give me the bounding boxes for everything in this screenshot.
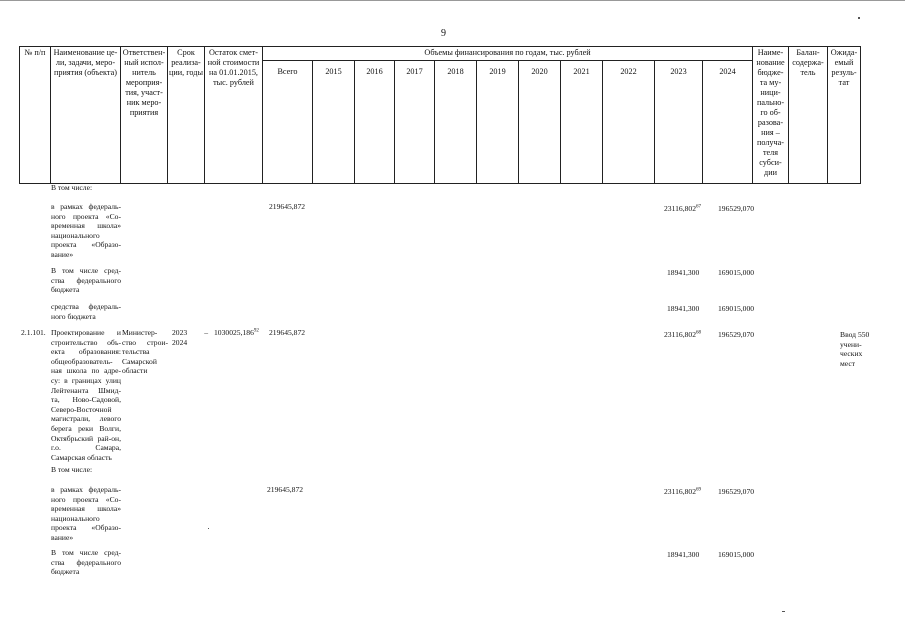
scan-speck — [208, 528, 209, 529]
value: 1030025,186 — [214, 328, 254, 337]
header-year: 2016 — [355, 61, 395, 184]
row-label: в рамках федераль-ного проекта «Со-временная школа» национального проекта «Образо-вание» — [51, 485, 121, 542]
row-label: В том числе: — [51, 465, 93, 474]
row-result: Ввод 550 учени-ческих мест — [840, 330, 870, 368]
value: 23116,802 — [664, 204, 696, 213]
header-year: 2018 — [435, 61, 477, 184]
row-value-2024: 169015,000 — [718, 550, 755, 559]
header-table — [19, 46, 861, 184]
row-total: 219645,872 — [269, 202, 306, 211]
header-year: 2019 — [477, 61, 519, 184]
row-label: В том числе: — [51, 183, 93, 192]
header-term: Срок реализа-ции, годы — [168, 47, 205, 184]
row-label: Проектирование и строительство объ-екта образования: общеобразователь-ная школа по адре-су: в границах улиц Лейтенанта Шмид-та, Ново-Садовой, Северо-Восточной магистрали, левого берега реки Волги, Октябрьский рай-он, г.о. Самара, Самарская область — [51, 328, 121, 462]
header-year: 2021 — [561, 61, 603, 184]
header-year: 2022 — [603, 61, 655, 184]
row-value-2023: 18941,300 — [667, 268, 700, 277]
row-label: В том числе сред-ства федерального бюджета — [51, 266, 121, 295]
scan-speck — [858, 17, 860, 19]
row-total: 219645,872 — [267, 485, 304, 494]
header-year: 2023 — [655, 61, 703, 184]
value: 23116,802 — [664, 330, 696, 339]
header-result: Ожида-емый резуль-тат — [828, 47, 861, 184]
header-no: № п/п — [20, 47, 51, 184]
header-year: 2020 — [519, 61, 561, 184]
row-value-2023: 18941,300 — [667, 304, 700, 313]
row-value-2023 — [664, 330, 701, 340]
row-value-2024: 196529,070 — [718, 487, 755, 496]
row-value-2023: 18941,300 — [667, 550, 700, 559]
top-border — [0, 0, 905, 1]
header-year: 2017 — [395, 61, 435, 184]
row-total: 219645,872 — [269, 328, 306, 337]
header-rest: Остаток смет-ной стоимости на 01.01.2015, тыс. рублей — [205, 47, 263, 184]
header-municipality: Наиме-нование бюдже-та му-ници-пально-го об-разова-ния – получа-теля субси-дии — [753, 47, 789, 184]
row-value-2024: 196529,070 — [718, 204, 755, 213]
row-value-2024: 169015,000 — [718, 304, 755, 313]
header-financing: Объемы финансирования по годам, тыс. рублей — [263, 47, 753, 61]
row-value-2023 — [664, 204, 701, 214]
row-value-2024: 169015,000 — [718, 268, 755, 277]
header-name: Наименование це-ли, задачи, меро-приятия (объекта) — [51, 47, 121, 184]
row-label: в рамках федераль-ного проекта «Со-временная школа» национального проекта «Образо-вание» — [51, 202, 121, 259]
header-year: 2015 — [313, 61, 355, 184]
row-responsible: Министер-ство строи-тельства Самарской области — [122, 328, 168, 376]
footnote-ref: 67 — [696, 204, 701, 210]
header-year: 2024 — [703, 61, 753, 184]
row-number: 2.1.101. — [21, 328, 46, 337]
header-total: Всего — [263, 61, 313, 184]
row-rest — [214, 328, 259, 338]
row-label: средства федераль-ного бюджета — [51, 302, 121, 321]
footnote-ref: 68 — [696, 330, 701, 336]
footnote-ref: 69 — [696, 487, 701, 493]
row-term: 2023 – 2024 — [172, 328, 208, 347]
header-balance-holder: Балан-содержа-тель — [789, 47, 828, 184]
header-responsible: Ответствен-ный испол-нитель мероприя-тия, участ-ник меро-приятия — [121, 47, 168, 184]
footnote-ref: 92 — [253, 328, 259, 334]
row-label: В том числе сред-ства федерального бюджета — [51, 548, 121, 577]
row-value-2024: 196529,070 — [718, 330, 755, 339]
page-number: 9 — [441, 28, 446, 39]
row-value-2023 — [664, 487, 701, 497]
value: 23116,802 — [664, 487, 696, 496]
scan-speck — [782, 611, 785, 612]
